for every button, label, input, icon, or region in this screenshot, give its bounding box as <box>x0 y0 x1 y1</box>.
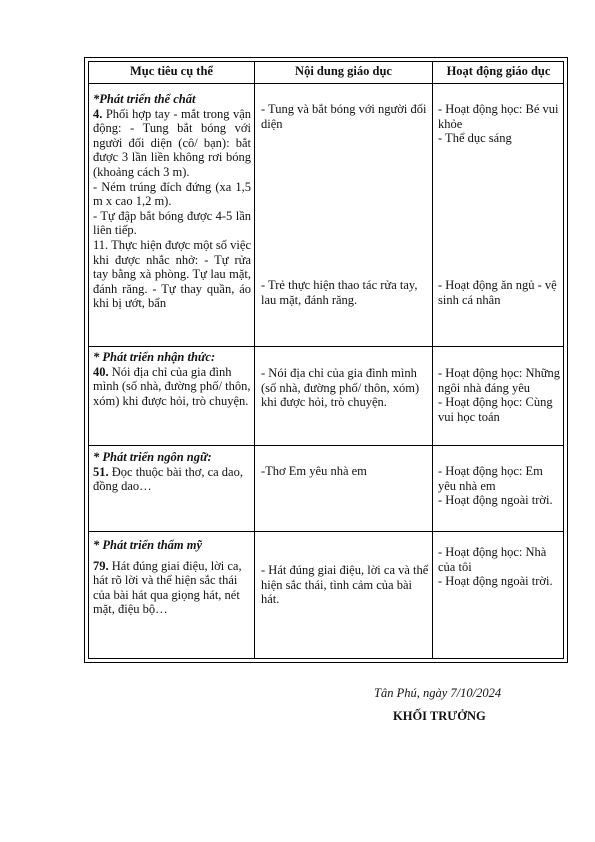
goal-number: 40. <box>93 364 109 379</box>
activity-item: - Hoạt động học: Nhà của tôi <box>438 545 547 574</box>
goal-number: 79. <box>93 558 109 573</box>
physical-activities-a <box>438 102 562 146</box>
section-title-language: * Phát triển ngôn ngữ: <box>93 450 212 464</box>
goal-4-bounce: - Tự đập bắt bóng được 4-5 lần liên tiếp. <box>93 208 251 238</box>
activity-item: - Hoạt động ngoài trời. <box>438 574 553 589</box>
physical-goals-cell <box>93 92 251 345</box>
goal-text: Phối hợp tay - mắt trong vận động: - Tung bắt bóng với người đối diện (cô/ bạn): bắt được 3 lần liền không rơi bóng (khoảng cách 3 m). <box>93 106 251 179</box>
goal-4-throw: - Ném trúng đích đứng (xa 1,5 m x cao 1,2 m). <box>93 179 251 209</box>
column-divider <box>254 61 255 659</box>
row-divider <box>88 346 564 347</box>
physical-activities-b: - Hoạt động ăn ngủ - vệ sinh cá nhân <box>438 278 557 307</box>
header-goals: Mục tiêu cụ thể <box>130 64 213 78</box>
activity-item: - Hoạt động ngoài trời. <box>438 493 553 508</box>
signature-title: KHỐI TRƯỞNG <box>393 709 486 723</box>
header-content: Nội dung giáo dục <box>295 64 392 78</box>
goal-79 <box>93 559 251 617</box>
section-title-aesthetic: * Phát triển thẩm mỹ <box>93 538 203 552</box>
cognitive-goals-cell <box>93 350 251 408</box>
row-divider <box>88 531 564 532</box>
goal-11: 11. Thực hiện được một số việc khi được nhắc nhở: - Tự rửa tay bằng xà phòng. Tự lau mặt, đánh răng. - Tự thay quần, áo khi bị ướt, bẩn <box>93 237 251 311</box>
goal-text: Nói địa chỉ của gia đình mình (số nhà, đường phố/ thôn, xóm) khi được hỏi, trò chuyện. <box>93 364 251 408</box>
goal-text: Đọc thuộc bài thơ, ca dao, đồng dao… <box>93 464 243 494</box>
header-activities: Hoạt động giáo dục <box>446 64 551 78</box>
cognitive-content: - Nói địa chỉ của gia đình mình (số nhà, đường phố/ thôn, xóm) khi được hỏi, trò chuyện. <box>261 366 420 410</box>
column-divider <box>432 61 433 659</box>
activity-item: - Hoạt động học: Những ngôi nhà đáng yêu <box>438 366 561 395</box>
activity-item: - Thể dục sáng <box>438 131 512 146</box>
aesthetic-goals-cell <box>93 538 251 617</box>
physical-content-a: - Tung và bắt bóng với người đối diện <box>261 102 427 131</box>
language-content: -Thơ Em yêu nhà em <box>261 464 367 478</box>
goal-text: Hát đúng giai điệu, lời ca, hát rõ lời và thể hiện sắc thái của bài hát qua giọng hát, nét mặt, điệu bộ… <box>93 558 242 617</box>
header-divider <box>88 83 564 84</box>
row-divider <box>88 445 564 446</box>
activity-item: - Hoạt động học: Em yêu nhà em <box>438 464 543 493</box>
physical-content-b: - Trẻ thực hiện thao tác rửa tay, lau mặt, đánh răng. <box>261 278 418 307</box>
activity-item: - Hoạt động học: Bé vui khỏe <box>438 102 559 131</box>
aesthetic-activities <box>438 545 562 589</box>
aesthetic-content: - Hát đúng giai điệu, lời ca và thể hiện sắc thái, tình cảm của bài hát. <box>261 563 429 607</box>
cognitive-activities <box>438 366 562 424</box>
goal-40 <box>93 365 251 409</box>
goal-number: 51. <box>93 464 109 479</box>
language-activities <box>438 464 562 508</box>
goal-51 <box>93 465 251 494</box>
goal-number: 4. <box>93 106 103 121</box>
section-title-physical: *Phát triển thể chất <box>93 92 196 106</box>
section-title-cognitive: * Phát triển nhận thức: <box>93 350 216 364</box>
goal-4 <box>93 107 251 180</box>
language-goals-cell <box>93 450 251 494</box>
activity-item: - Hoạt động học: Cùng vui học toán <box>438 395 553 424</box>
signature-place-date: Tân Phú, ngày 7/10/2024 <box>374 686 502 700</box>
